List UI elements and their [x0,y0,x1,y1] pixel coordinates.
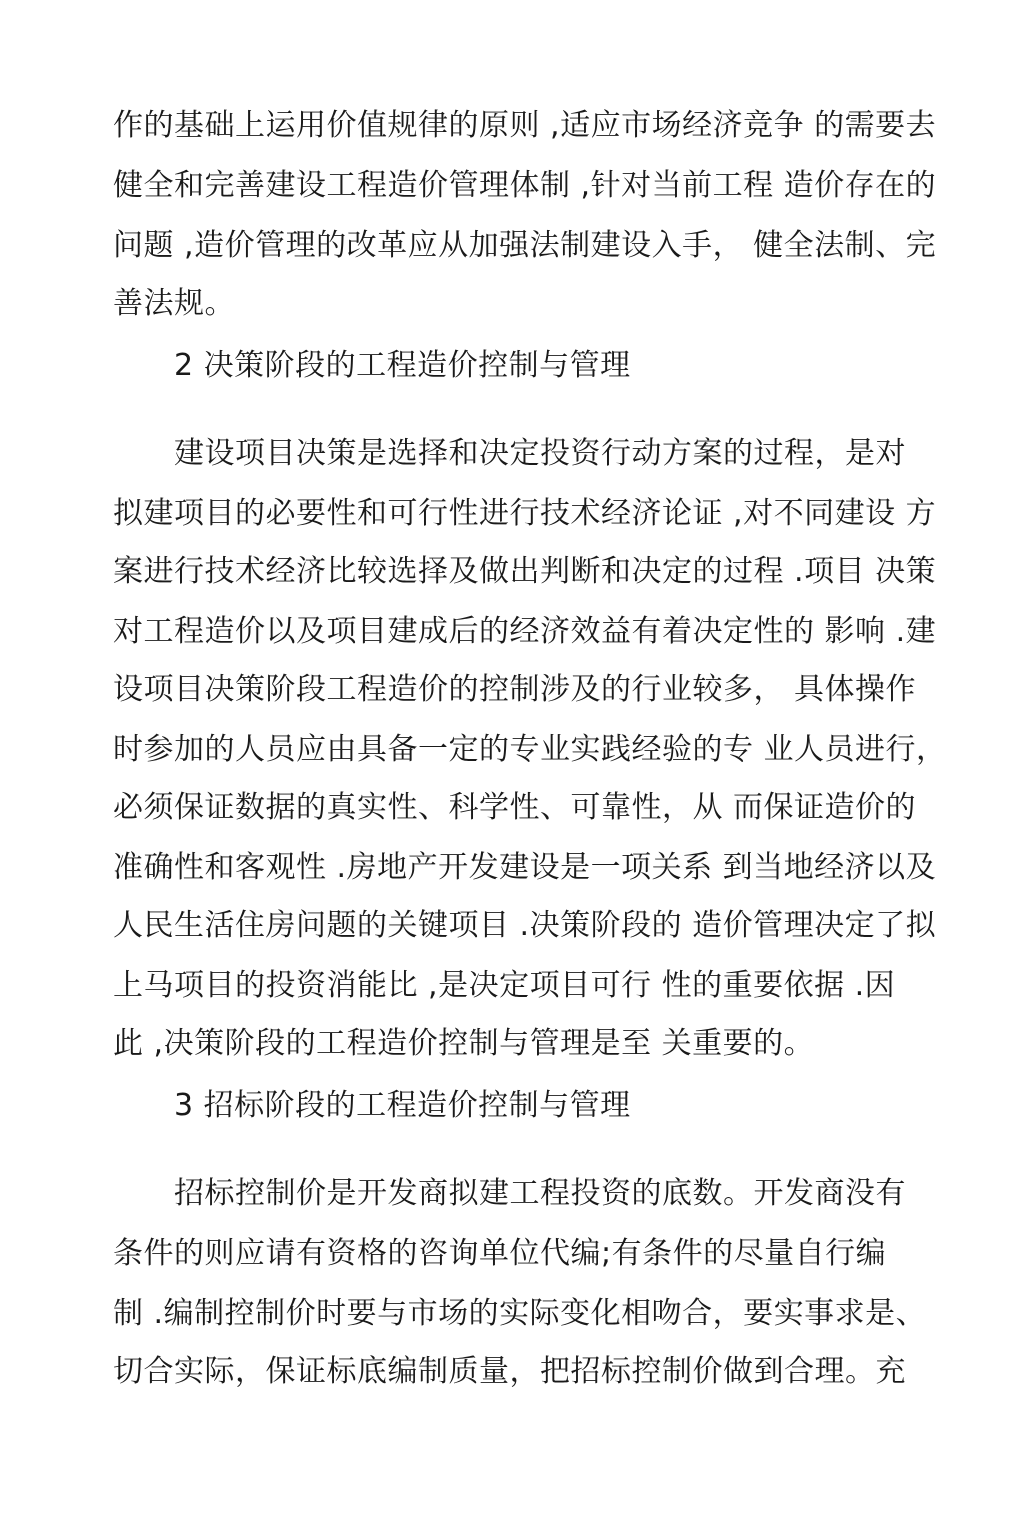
text-line: 条件的则应请有资格的咨询单位代编;有条件的尽量自行编 [113,1236,887,1271]
text-line: 此 ,决策阶段的工程造价控制与管理是至 关重要的。 [113,1026,815,1061]
text-line: 善法规。 [113,286,235,321]
text-line: 上马项目的投资消能比 ,是决定项目可行 性的重要依据 .因 [113,968,896,1003]
text-line: 案进行技术经济比较选择及做出判断和决定的过程 .项目 决策 [113,554,937,589]
text-line: 作的基础上运用价值规律的原则 ,适应市场经济竞争 的需要去 [113,108,937,143]
text-line: 人民生活住房问题的关键项目 .决策阶段的 造价管理决定了拟 [113,908,937,943]
text-line: 问题 ,造价管理的改革应从加强法制建设入手， 健全法制、完 [113,228,937,263]
text-line: 必须保证数据的真实性、科学性、可靠性，从 而保证造价的 [113,790,917,825]
text-line: 切合实际，保证标底编制质量，把招标控制价做到合理。充 [113,1354,906,1389]
paragraph-first-line: 建设项目决策是选择和决定投资行动方案的过程，是对 [174,436,906,471]
section-heading: 2 决策阶段的工程造价控制与管理 [174,348,631,383]
paragraph-first-line: 招标控制价是开发商拟建工程投资的底数。开发商没有 [174,1176,906,1211]
text-line: 设项目决策阶段工程造价的控制涉及的行业较多， 具体操作 [113,672,917,707]
text-line: 对工程造价以及项目建成后的经济效益有着决定性的 影响 .建 [113,614,937,649]
section-heading: 3 招标阶段的工程造价控制与管理 [174,1088,631,1123]
text-line: 拟建项目的必要性和可行性进行技术经济论证 ,对不同建设 方 [113,496,937,531]
text-line: 健全和完善建设工程造价管理体制 ,针对当前工程 造价存在的 [113,168,937,203]
text-line: 时参加的人员应由具备一定的专业实践经验的专 业人员进行， [113,732,947,767]
text-line: 准确性和客观性 .房地产开发建设是一项关系 到当地经济以及 [113,850,937,885]
text-line: 制 .编制控制价时要与市场的实际变化相吻合，要实事求是、 [113,1296,927,1331]
